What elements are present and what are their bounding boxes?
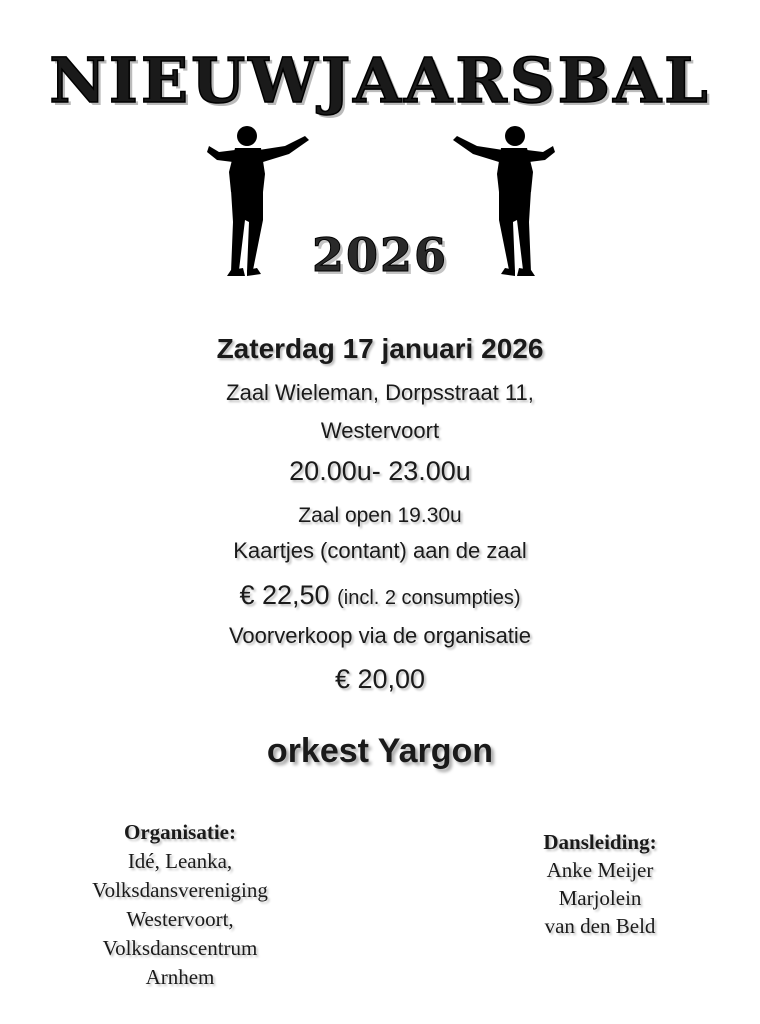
dance-lead-heading: Dansleiding: <box>543 830 657 854</box>
event-date: Zaterdag 17 januari 2026 <box>216 333 544 364</box>
dance-lead-line: Marjolein <box>558 886 642 910</box>
door-price-note: (incl. 2 consumpties) <box>337 587 521 609</box>
ticket-info: Kaartjes (contant) aan de zaal <box>233 538 527 563</box>
doors-open: Zaal open 19.30u <box>298 504 462 527</box>
dance-lead-line: van den Beld <box>544 914 656 938</box>
organisation-heading: Organisatie: <box>124 820 236 844</box>
presale-info: Voorverkoop via de organisatie <box>228 623 532 648</box>
organisation-line: Idé, Leanka, <box>127 849 233 873</box>
organisation-line: Volksdanscentrum <box>102 936 258 960</box>
venue-town: Westervoort <box>320 418 440 443</box>
poster-title: NIEUWJAARSBAL <box>49 44 711 117</box>
organisation-line: Volksdansvereniging <box>92 878 268 902</box>
dance-lead-block <box>510 828 690 940</box>
dance-lead-line: Anke Meijer <box>546 858 654 882</box>
band-name: orkest Yargon <box>266 732 494 770</box>
organisation-line: Arnhem <box>145 965 215 989</box>
presale-price: € 20,00 <box>334 664 426 694</box>
event-time: 20.00u- 23.00u <box>289 456 471 486</box>
door-price <box>0 580 760 611</box>
door-price-amount: € 22,50 <box>239 580 330 610</box>
event-year: 2026 <box>311 228 449 282</box>
venue-address: Zaal Wieleman, Dorpsstraat 11, <box>226 380 534 405</box>
organisation-line: Westervoort, <box>126 907 234 931</box>
organisation-block <box>60 818 300 992</box>
